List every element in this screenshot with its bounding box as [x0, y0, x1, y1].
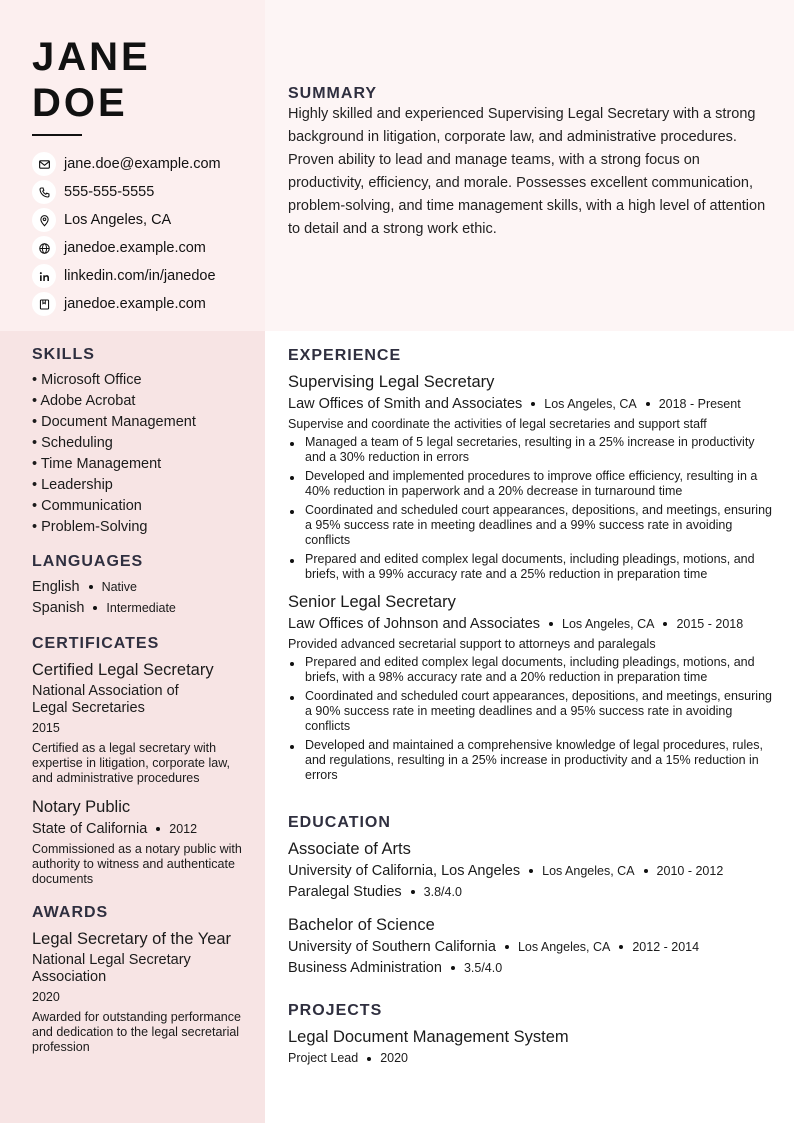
awards-heading: AWARDS	[32, 904, 109, 921]
contact-phone-text: 555-555-5555	[64, 184, 155, 200]
certificate-description: Commissioned as a notary public with authority to witness and authenticate documents	[32, 842, 242, 886]
summary-heading: SUMMARY	[288, 85, 378, 102]
contact-website[interactable]	[32, 234, 221, 262]
award-item	[32, 929, 242, 1055]
skills-heading: SKILLS	[32, 346, 95, 363]
education-field: Paralegal Studies 3.8/4.0	[288, 884, 462, 900]
skill-item: • Microsoft Office	[32, 372, 142, 388]
certificate-title: Certified Legal Secretary	[32, 661, 214, 679]
list-item: Managed a team of 5 legal secretaries, resulting in a 25% increase in productivity and a 30% reduction in errors	[288, 435, 773, 465]
summary-section	[288, 85, 773, 241]
portfolio-icon	[32, 292, 56, 316]
job-entry	[288, 372, 773, 582]
name-last: DOE	[32, 81, 128, 125]
job-title: Supervising Legal Secretary	[288, 373, 495, 391]
skill-item: • Scheduling	[32, 435, 113, 451]
job-highlights	[288, 435, 773, 582]
languages-heading: LANGUAGES	[32, 553, 144, 570]
job-highlights	[288, 655, 773, 783]
phone-icon	[32, 180, 56, 204]
experience-heading: EXPERIENCE	[288, 347, 402, 364]
certificate-description: Certified as a legal secretary with expertise in litigation, corporate law, and administrative procedures	[32, 741, 231, 785]
contact-location	[32, 206, 221, 234]
list-item: Developed and maintained a comprehensive knowledge of legal procedures, rules, and regulations, resulting in a 25% increase in productivity and a 15% reduction in errors	[288, 738, 773, 783]
contact-list	[32, 150, 221, 318]
languages-list	[32, 577, 242, 619]
education-entry	[288, 839, 773, 902]
name-first: JANE	[32, 35, 151, 79]
project-entry	[288, 1027, 773, 1067]
list-item: Coordinated and scheduled court appearances, depositions, and meetings, ensuring a 95% success rate in meeting deadlines and a 99% success rate in avoiding conflicts	[288, 503, 773, 548]
name-divider	[32, 134, 82, 136]
candidate-name	[32, 34, 151, 126]
certificates-heading: CERTIFICATES	[32, 635, 160, 652]
skill-item: • Adobe Acrobat	[32, 393, 136, 409]
list-item: Prepared and edited complex legal documents, including pleadings, motions, and briefs, with a 98% accuracy rate and a 20% reduction in preparation time	[288, 655, 773, 685]
list-item: Developed and implemented procedures to improve office efficiency, resulting in a 40% reduction in paperwork and a 20% decrease in turnaround time	[288, 469, 773, 499]
linkedin-icon	[32, 264, 56, 288]
contact-website-text: janedoe.example.com	[64, 240, 206, 256]
job-title: Senior Legal Secretary	[288, 593, 456, 611]
contact-portfolio-text: janedoe.example.com	[64, 296, 206, 312]
project-meta: Project Lead 2020	[288, 1051, 408, 1065]
job-entry	[288, 592, 773, 783]
experience-section	[288, 347, 773, 787]
award-issuer: National Legal Secretary Association	[32, 952, 191, 985]
language-item: English Native	[32, 579, 137, 595]
globe-icon	[32, 236, 56, 260]
skill-item: • Leadership	[32, 477, 113, 493]
contact-linkedin-text: linkedin.com/in/janedoe	[64, 268, 216, 284]
certificate-title: Notary Public	[32, 798, 131, 816]
skill-item: • Time Management	[32, 456, 162, 472]
sidebar-content	[32, 346, 242, 1055]
language-item: Spanish Intermediate	[32, 600, 176, 616]
job-description: Supervise and coordinate the activities of legal secretaries and support staff	[288, 417, 707, 431]
contact-portfolio[interactable]	[32, 290, 221, 318]
contact-email-text: jane.doe@example.com	[64, 156, 221, 172]
education-meta: University of Southern California Los Angeles, CA 2012 - 2014	[288, 939, 700, 955]
mail-icon	[32, 152, 56, 176]
contact-phone[interactable]	[32, 178, 221, 206]
certificate-item	[32, 797, 242, 887]
award-title: Legal Secretary of the Year	[32, 930, 232, 948]
certificate-issuer-line: State of California 2012	[32, 821, 198, 837]
summary-text: Highly skilled and experienced Supervising Legal Secretary with a strong background in litigation, corporate law, and administrative procedures. Proven ability to lead and manage teams, with a strong focus on productivity, efficiency, and morale. Possesses excellent communication, problem-solving, and time management skills, with a high level of attention to detail and a strong work ethic.	[288, 106, 766, 237]
contact-email[interactable]	[32, 150, 221, 178]
contact-location-text: Los Angeles, CA	[64, 212, 172, 228]
skill-item: • Document Management	[32, 414, 196, 430]
certificate-year: 2015	[32, 721, 60, 735]
skills-list	[32, 370, 242, 538]
education-heading: EDUCATION	[288, 814, 391, 831]
education-meta: University of California, Los Angeles Los Angeles, CA 2010 - 2012	[288, 863, 724, 879]
job-meta: Law Offices of Smith and Associates Los Angeles, CA 2018 - Present	[288, 396, 741, 412]
education-entry	[288, 915, 773, 978]
certificate-item	[32, 660, 242, 786]
certificate-issuer: National Association of Legal Secretaries	[32, 683, 179, 716]
education-field: Business Administration 3.5/4.0	[288, 960, 503, 976]
list-item: Coordinated and scheduled court appearances, depositions, and meetings, ensuring a 90% success rate in meeting deadlines and a 95% success rate in avoiding conflicts	[288, 689, 773, 734]
contact-linkedin[interactable]	[32, 262, 221, 290]
job-meta: Law Offices of Johnson and Associates Los Angeles, CA 2015 - 2018	[288, 616, 744, 632]
education-section	[288, 814, 773, 978]
projects-section	[288, 1002, 773, 1067]
degree-title: Bachelor of Science	[288, 916, 435, 934]
skill-item: • Communication	[32, 498, 142, 514]
project-title: Legal Document Management System	[288, 1028, 569, 1046]
job-description: Provided advanced secretarial support to attorneys and paralegals	[288, 637, 656, 651]
list-item: Prepared and edited complex legal documents, including pleadings, motions, and briefs, with a 99% accuracy rate and a 25% reduction in preparation time	[288, 552, 773, 582]
location-pin-icon	[32, 208, 56, 232]
award-year: 2020	[32, 990, 60, 1004]
skill-item: • Problem-Solving	[32, 519, 148, 535]
projects-heading: PROJECTS	[288, 1002, 383, 1019]
award-description: Awarded for outstanding performance and dedication to the legal secretarial profession	[32, 1010, 241, 1054]
degree-title: Associate of Arts	[288, 840, 411, 858]
